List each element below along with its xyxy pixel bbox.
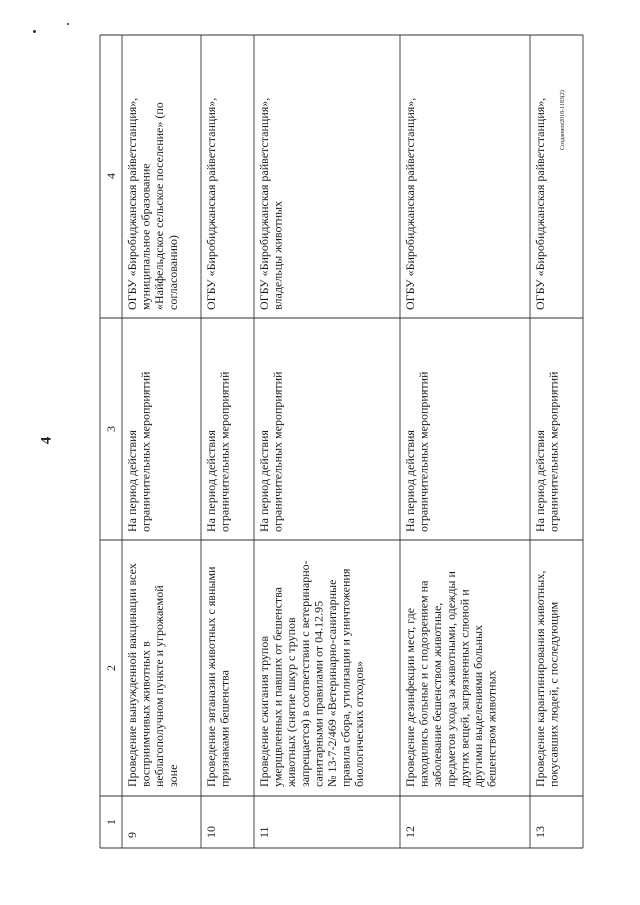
period-text: На период действия (204, 430, 218, 532)
responsible-text: владельцы животных (270, 200, 285, 310)
period-text: ограничительных мероприятий (138, 371, 153, 532)
measure-text: правила сбора, утилизации и уничтожения (338, 568, 353, 787)
period-text: На период действия (257, 430, 271, 532)
responsible-text: «Найфельдское сельское поселение» (по (152, 102, 167, 310)
responsible-text: ОГБУ «Биробиджанская райветстанция», (403, 97, 417, 310)
row-number: 13 (533, 826, 547, 838)
measure-text: Проведение дезинфекции мест, где (403, 607, 417, 787)
row-number: 11 (257, 826, 271, 838)
measure-text: умерщвленных и павших от бешенства (270, 587, 285, 787)
row-number: 10 (204, 826, 218, 838)
measure-text: № 13-7-2/469 «Ветеринарно-санитарные (325, 579, 339, 787)
responsible-text: ОГБУ «Биробиджанская райветстанция», (204, 97, 218, 310)
column-header: 2 (104, 665, 118, 671)
measure-text: санитарными правилами от 04.12.95 (311, 600, 326, 787)
column-header: 3 (104, 426, 118, 432)
measure-text: покусавших людей, с последующим (546, 601, 561, 787)
measure-text: Проведение сжигания трупов (257, 635, 271, 787)
responsible-text: ОГБУ «Биробиджанская райветстанция», (533, 97, 547, 310)
measure-text: запрещается) в соответствии с ветеринарно- (297, 560, 312, 787)
measure-text: неблагополучном пункте и угрожаемой (152, 585, 167, 787)
measure-text: другими выделениями больных (471, 624, 485, 787)
scan-speck (33, 30, 36, 33)
row-number: 9 (125, 832, 139, 838)
measure-text: восприимчивых животных в (138, 641, 153, 787)
row-number: 12 (403, 826, 417, 838)
page-number: 4 (38, 436, 55, 445)
period-text: На период действия (125, 430, 139, 532)
period-text: ограничительных мероприятий (217, 371, 232, 532)
measure-text: других вещей, загрязненных слюной и (457, 589, 472, 787)
scan-speck (67, 23, 69, 25)
measure-text: Проведение карантинирования животных, (533, 570, 547, 787)
measure-text: бешенством животных (484, 670, 499, 787)
period-text: ограничительных мероприятий (546, 371, 561, 532)
period-text: На период действия (403, 430, 417, 532)
column-header: 4 (104, 173, 118, 179)
measure-text: находились больные и с подозрением на (416, 580, 431, 787)
footer-code: Созданное2018-1183(2) (560, 90, 566, 150)
responsible-text: муниципальное образование (138, 163, 153, 310)
column-header: 1 (104, 819, 118, 825)
period-text: ограничительных мероприятий (416, 371, 431, 532)
measure-text: биологических отходов» (352, 661, 367, 787)
measure-text: Проведение вынужденной вакцинации всех (125, 563, 139, 787)
table-cells (104, 98, 561, 838)
measure-text: зоне (165, 764, 180, 787)
measure-text: животных (снятие шкур с трупов (284, 617, 299, 787)
responsible-text: ОГБУ «Биробиджанская райветстанция», (257, 97, 271, 310)
measure-text: предметов ухода за животными, одежды и (443, 571, 458, 787)
responsible-text: ОГБУ «Биробиджанская райветстанция», (125, 97, 139, 310)
responsible-text: согласованию) (165, 235, 180, 310)
measure-text: Проведение эвтаназии животных с явными (204, 566, 218, 787)
period-text: На период действия (533, 430, 547, 532)
measure-text: заболевание бешенством животные, (430, 602, 445, 787)
measure-text: признаками бешенства (217, 670, 232, 787)
period-text: ограничительных мероприятий (270, 371, 285, 532)
